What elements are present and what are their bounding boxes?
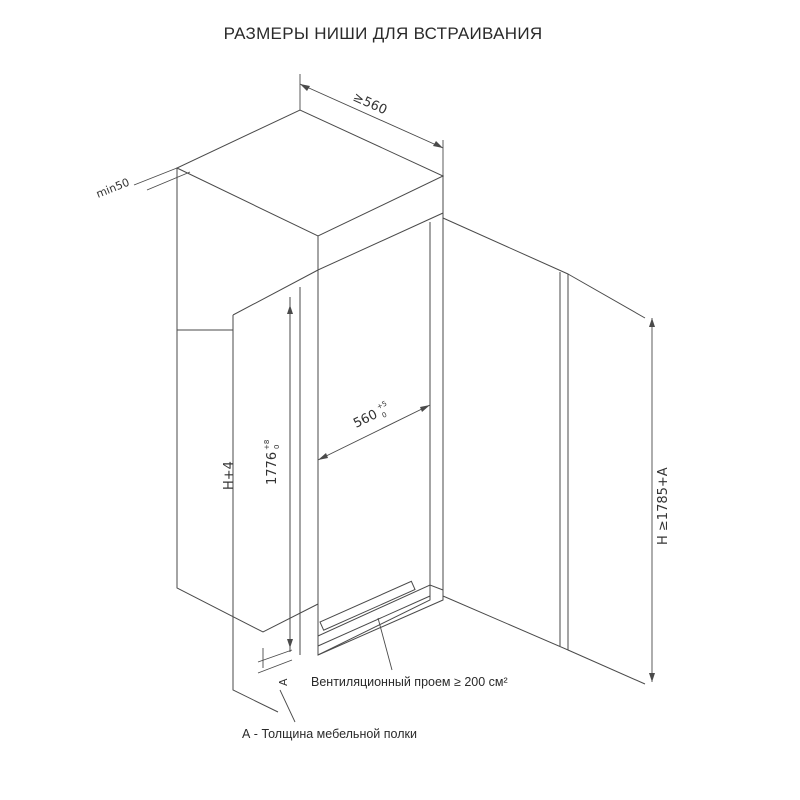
arrowheads — [287, 84, 655, 682]
top-depth-dimline — [300, 84, 443, 148]
left-panel — [177, 168, 318, 632]
left-height-label: H+4 — [222, 461, 237, 490]
inner-height-label — [263, 440, 281, 485]
dimension-lines — [134, 74, 652, 722]
shelf-note: А - Толщина мебельной полки — [242, 727, 417, 741]
svg-text:0: 0 — [380, 410, 389, 420]
right-panel — [443, 218, 568, 650]
top-block-front — [318, 176, 443, 270]
svg-text:560: 560 — [351, 407, 381, 432]
side-gap-label: min50 — [94, 175, 132, 201]
svg-text:0: 0 — [273, 444, 281, 449]
shelf-thickness-label: A — [277, 678, 290, 686]
shelf-leader — [280, 690, 295, 722]
top-block-roof — [177, 110, 443, 236]
left-inner-panel — [233, 315, 278, 712]
svg-text:+8: +8 — [263, 439, 271, 450]
ventilation-note: Вентиляционный проем ≥ 200 см² — [311, 675, 508, 689]
svg-text:1776: 1776 — [265, 451, 280, 485]
vent-grille — [320, 581, 415, 630]
right-height-label: H ≥1785+A — [656, 467, 671, 545]
svg-text:+5: +5 — [375, 399, 389, 412]
top-depth-label: ≥560 — [350, 89, 390, 119]
inner-width-label — [350, 400, 392, 433]
niche-outline — [177, 110, 645, 712]
diagram-title: РАЗМЕРЫ НИШИ ДЛЯ ВСТРАИВАНИЯ — [223, 24, 543, 43]
